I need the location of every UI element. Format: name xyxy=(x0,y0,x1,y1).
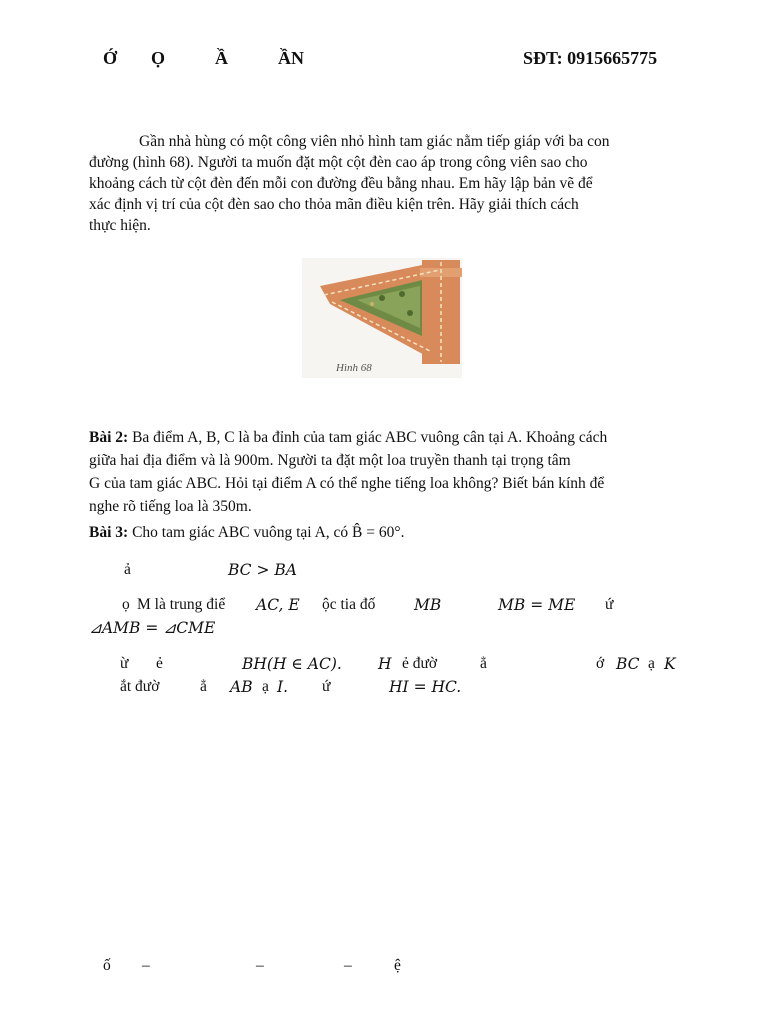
bai3-b-part: MB = ME xyxy=(498,596,576,614)
bai3-c-part: ẻ xyxy=(156,655,163,672)
bai3-c-part: BH(H ∈ AC). xyxy=(242,655,342,673)
footer-part: – xyxy=(142,957,150,974)
bai3-text: Cho tam giác ABC vuông tại A, có B̂ = 60°. xyxy=(128,524,405,541)
intro-line: đường (hình 68). Người ta muốn đặt một cột đèn cao áp trong công viên sao cho xyxy=(89,154,588,171)
intro-paragraph xyxy=(89,131,689,236)
bai3-c-part: ẳ xyxy=(480,655,487,672)
bai3-b-line2: ⊿AMB = ⊿CME xyxy=(89,619,216,637)
bai3-c-part: K xyxy=(664,655,676,673)
bai3-c-part: H xyxy=(378,655,392,673)
bai2-label: Bài 2: xyxy=(89,429,129,446)
bai3-c-part: ớ xyxy=(596,655,605,672)
footer-part: – xyxy=(344,957,352,974)
bai3-heading xyxy=(89,524,404,542)
bai3-label: Bài 3: xyxy=(89,524,129,541)
bai2-paragraph xyxy=(89,426,689,518)
figure-68 xyxy=(302,258,462,378)
bai3-a-prefix: ả xyxy=(124,561,131,578)
bai3-c-part: ạ xyxy=(648,655,655,672)
bai2-line: giữa hai địa điểm và là 900m. Người ta đặt một loa truyền thanh tại trọng tâm xyxy=(89,452,571,469)
road-park-illustration xyxy=(302,258,462,378)
footer-part: – xyxy=(256,957,264,974)
header-phone: SĐT: 0915665775 xyxy=(523,48,658,68)
footer-part: ệ xyxy=(394,957,401,974)
intro-line: khoảng cách từ cột đèn đến mỗi con đường đều bằng nhau. Em hãy lập bản vẽ để xyxy=(89,175,593,192)
intro-line: xác định vị trí của cột đèn sao cho thỏa mãn điều kiện trên. Hãy giải thích cách xyxy=(89,196,579,213)
bai3-c2-part: ạ xyxy=(262,678,269,695)
header-char-1: Ớ xyxy=(103,48,118,68)
bai3-b-part: MB xyxy=(414,596,442,614)
bai3-c2-part: I. xyxy=(277,678,289,696)
header-char-2: Ọ xyxy=(151,48,166,68)
bai3-c2-part: ứ xyxy=(322,678,331,695)
bai3-c-part: ẻ đườ xyxy=(402,655,438,672)
bai3-b-part: ộc tia đố xyxy=(322,596,376,613)
footer-part: ố xyxy=(103,957,111,974)
bai3-c-part: BC xyxy=(616,655,640,673)
figure-caption: Hình 68 xyxy=(336,362,372,374)
bai3-b-part: M là trung điể xyxy=(137,596,226,613)
bai3-b-part: ọ xyxy=(122,596,130,613)
bai3-c2-part: ẳ xyxy=(200,678,207,695)
bai3-c-part: ừ xyxy=(120,655,129,672)
bai3-c2-part: HI = HC. xyxy=(389,678,462,696)
bai3-a-math: BC > BA xyxy=(228,561,297,579)
bai2-line: G của tam giác ABC. Hỏi tại điểm A có thể nghe tiếng loa không? Biết bán kính để xyxy=(89,475,605,492)
bai2-line: nghe rõ tiếng loa là 350m. xyxy=(89,498,252,515)
header-char-4: ẦN xyxy=(278,48,304,68)
bai3-c2-part: AB xyxy=(230,678,253,696)
intro-line: thực hiện. xyxy=(89,217,151,234)
bai3-b-part: AC, E xyxy=(256,596,300,614)
header-char-3: Ầ xyxy=(215,48,228,68)
bai2-line: Ba điểm A, B, C là ba đỉnh của tam giác ABC vuông cân tại A. Khoảng cách xyxy=(128,429,608,446)
intro-line: Gần nhà hùng có một công viên nhỏ hình tam giác nằm tiếp giáp với ba con xyxy=(139,133,610,150)
bai3-b-part: ứ xyxy=(605,596,614,613)
bai3-c2-part: ắt đườ xyxy=(120,678,160,695)
